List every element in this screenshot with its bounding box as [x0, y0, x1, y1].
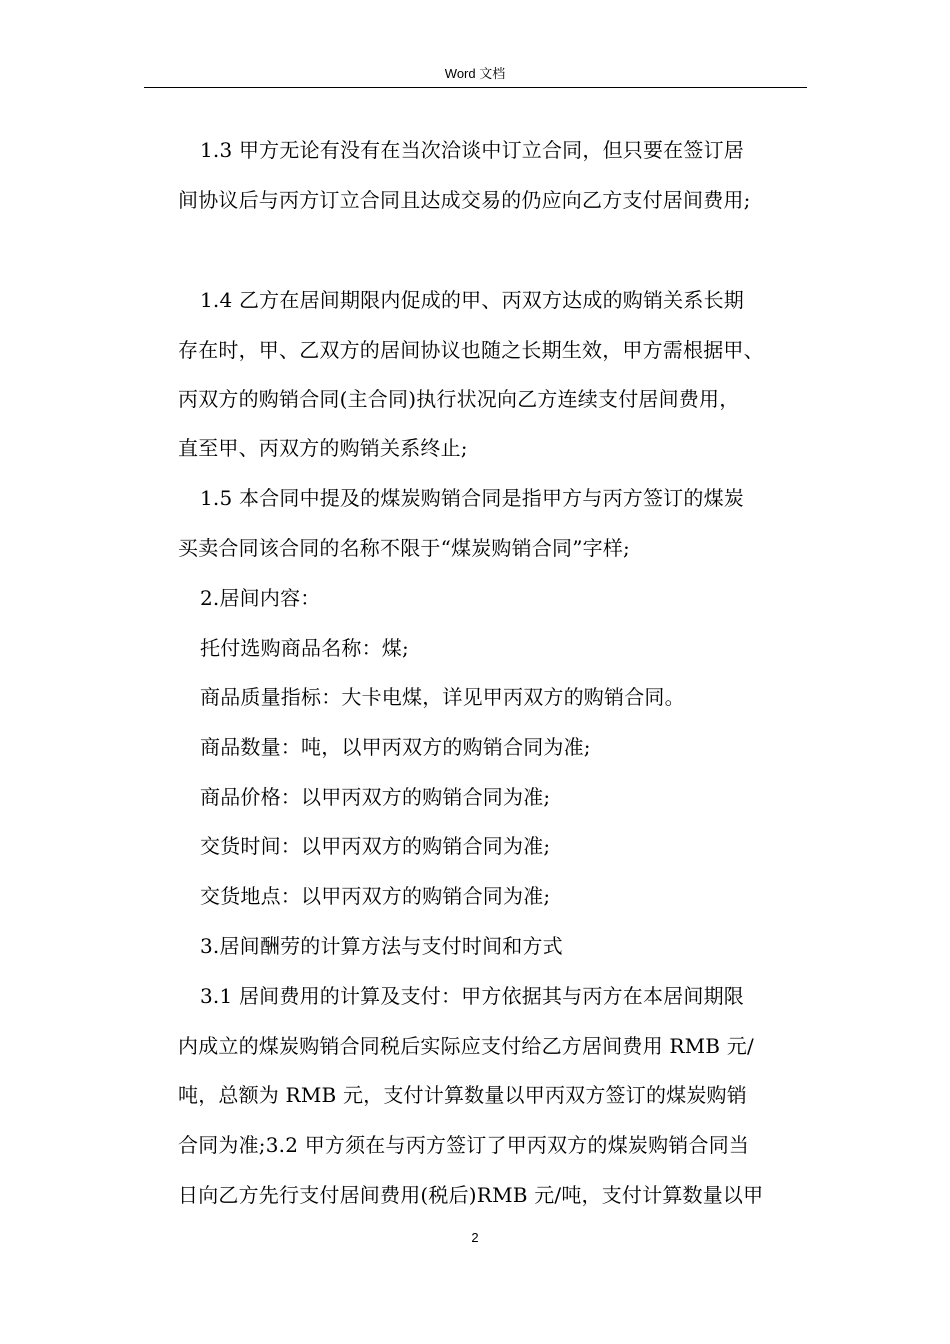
paragraph-1-4-line-1: 1.4 乙方在居间期限内促成的甲、丙双方达成的购销关系长期 — [200, 288, 744, 312]
page-number: 2 — [471, 1230, 479, 1245]
item-goods-name: 托付选购商品名称：煤; — [200, 636, 409, 660]
page-header-title: Word 文档 — [444, 66, 506, 81]
paragraph-1-4-line-2: 存在时，甲、乙双方的居间协议也随之长期生效，甲方需根据甲、 — [178, 338, 764, 362]
item-quantity: 商品数量：吨，以甲丙双方的购销合同为准; — [200, 735, 591, 759]
item-price: 商品价格：以甲丙双方的购销合同为准; — [200, 785, 551, 809]
paragraph-1-4-line-4: 直至甲、丙双方的购销关系终止; — [178, 436, 468, 460]
item-quality: 商品质量指标：大卡电煤，详见甲丙双方的购销合同。 — [200, 685, 685, 709]
paragraph-3-1-line-2: 内成立的煤炭购销合同税后实际应支付给乙方居间费用 RMB 元/ — [178, 1034, 754, 1058]
paragraph-3-1-line-3: 吨，总额为 RMB 元，支付计算数量以甲丙双方签订的煤炭购销 — [178, 1083, 747, 1107]
paragraph-1-3-line-1: 1.3 甲方无论有没有在当次洽谈中订立合同，但只要在签订居 — [200, 138, 744, 162]
paragraph-3-2-line-1: 日向乙方先行支付居间费用(税后)RMB 元/吨，支付计算数量以甲 — [178, 1183, 764, 1207]
item-delivery-time: 交货时间：以甲丙双方的购销合同为准; — [200, 834, 551, 858]
paragraph-1-4-line-3: 丙双方的购销合同(主合同)执行状况向乙方连续支付居间费用， — [178, 387, 740, 411]
paragraph-3-1-line-1: 3.1 居间费用的计算及支付：甲方依据其与丙方在本居间期限 — [200, 984, 744, 1008]
section-2-heading: 2.居间内容： — [200, 586, 321, 610]
paragraph-3-1-line-4: 合同为准;3.2 甲方须在与丙方签订了甲丙双方的煤炭购销合同当 — [178, 1133, 750, 1157]
paragraph-1-5-line-2: 买卖合同该合同的名称不限于“煤炭购销合同”字样; — [178, 536, 630, 560]
paragraph-1-3-line-2: 间协议后与丙方订立合同且达成交易的仍应向乙方支付居间费用; — [178, 188, 751, 212]
paragraph-1-5-line-1: 1.5 本合同中提及的煤炭购销合同是指甲方与丙方签订的煤炭 — [200, 486, 744, 510]
item-delivery-place: 交货地点：以甲丙双方的购销合同为准; — [200, 884, 551, 908]
header-divider — [144, 87, 807, 88]
section-3-heading: 3.居间酬劳的计算方法与支付时间和方式 — [200, 934, 563, 958]
